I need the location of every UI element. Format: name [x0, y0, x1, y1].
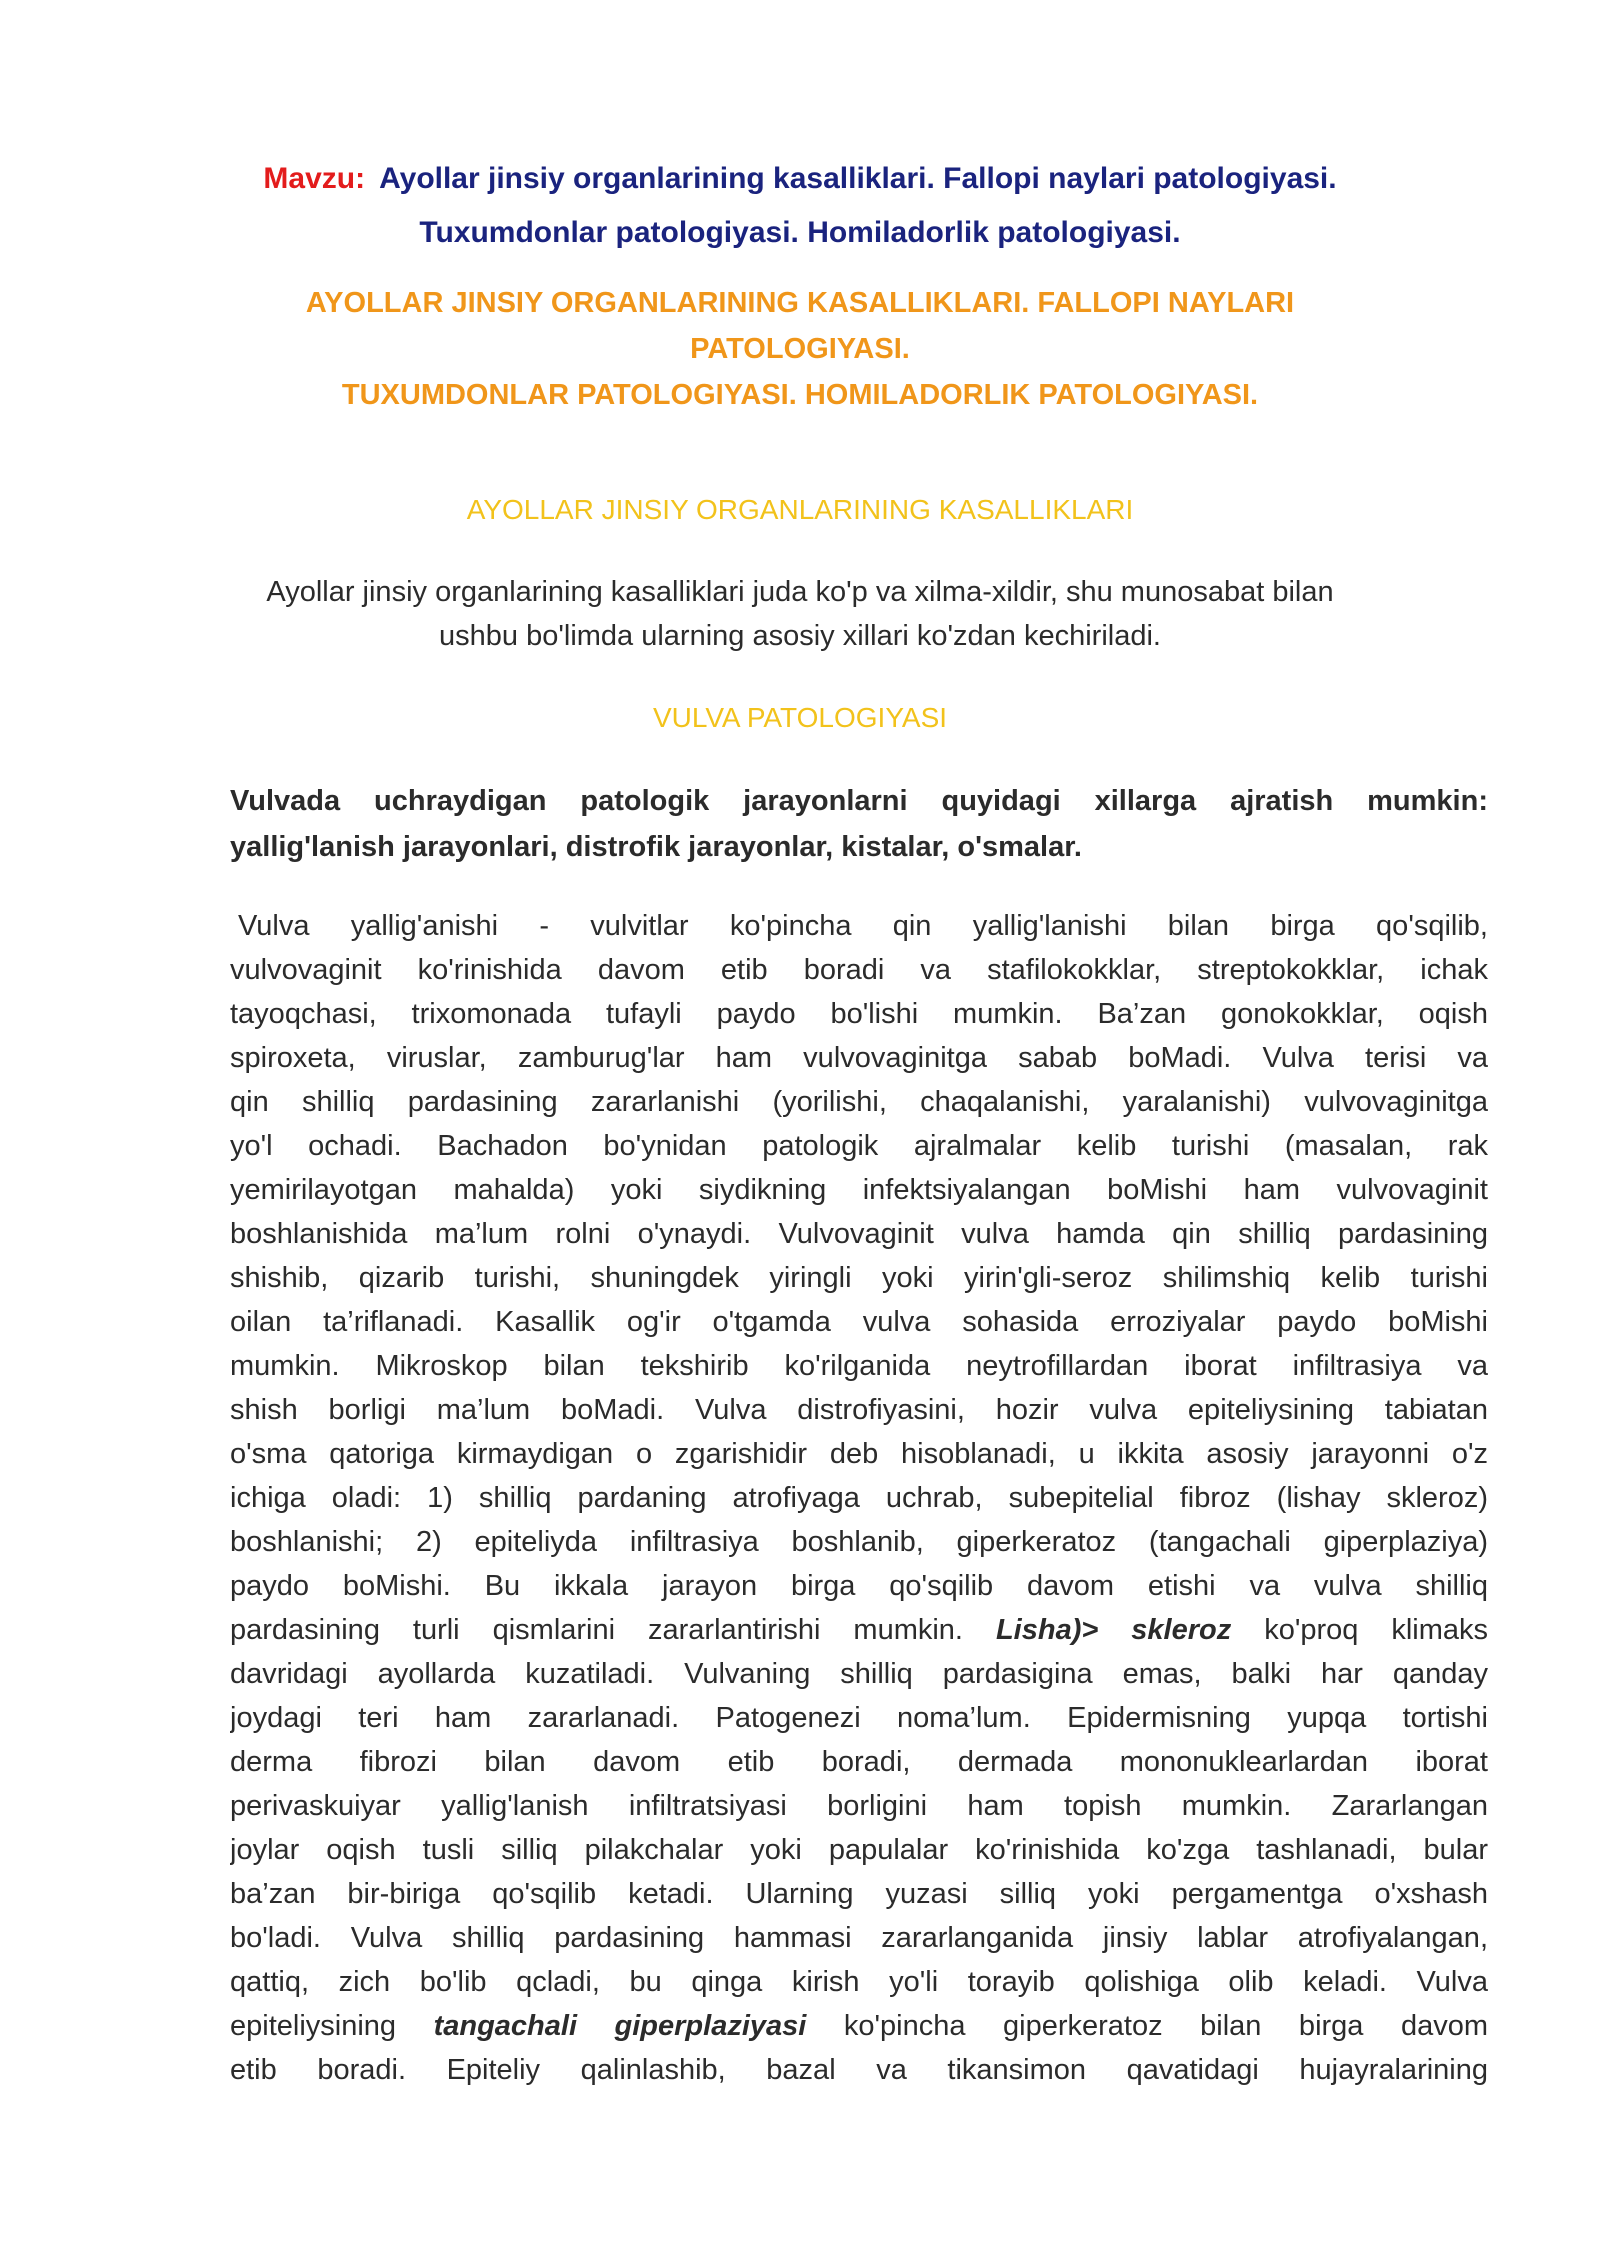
paragraph-line: boshlanishi; 2) epiteliyda infiltrasiya boshlanib, giperkeratoz (tangachali giperplaziya) [230, 1526, 1488, 1558]
paragraph-line: ba’zan bir-biriga qo'sqilib ketadi. Ularning yuzasi silliq yoki pergamentga o'xshash [230, 1878, 1488, 1910]
section-heading-disorders: AYOLLAR JINSIY ORGANLARINING KASALLIKLARI [466, 494, 1134, 525]
document-title-line-1: AYOLLAR JINSIY ORGANLARINING KASALLIKLARI. FALLOPI NAYLARI PATOLOGIYASI. [305, 287, 1295, 365]
paragraph-line [230, 1608, 1488, 1652]
classification-line-1: Vulvada uchraydigan patologik jarayonlarni quyidagi xillarga ajratish mumkin: [230, 785, 1488, 817]
paragraph-line: shish borligi ma’lum boMadi. Vulva distrofiyasini, hozir vulva epiteliysining tabiatan [230, 1394, 1488, 1426]
paragraph-line: boshlanishida ma’lum rolni o'ynaydi. Vulvovaginit vulva hamda qin shilliq pardasining [230, 1218, 1488, 1250]
paragraph-line: paydo boMishi. Bu ikkala jarayon birga qo'sqilib davom etishi va vulva shilliq [230, 1570, 1488, 1602]
paragraph-text: ko'pincha giperkeratoz bilan birga davom [843, 2010, 1488, 2042]
paragraph-text: pardasining turli qismlarini zararlantirishi mumkin. [230, 1614, 963, 1646]
paragraph-text: epiteliysining [230, 2010, 397, 2042]
paragraph-line: mumkin. Mikroskop bilan tekshirib ko'rilganida neytrofillardan iborat infiltrasiya va [230, 1350, 1488, 1382]
vulva-classification-paragraph [230, 778, 1488, 870]
topic-line-1: Ayollar jinsiy organlarining kasalliklari. Fallopi naylari patologiyasi. [379, 162, 1337, 195]
paragraph-line: yemirilayotgan mahalda) yoki siydikning infektsiyalangan boMishi ham vulvovaginit [230, 1174, 1488, 1206]
classification-line-2: yallig'lanish jarayonlari, distrofik jarayonlar, kistalar, o'smalar. [230, 831, 1082, 863]
paragraph-line: spiroxeta, viruslar, zamburug'lar ham vulvovaginitga sabab boMadi. Vulva terisi va [230, 1042, 1488, 1074]
paragraph-line: o'sma qatoriga kirmaydigan o zgarishidir deb hisoblanadi, u ikkita asosiy jarayonni o'z [230, 1438, 1488, 1470]
paragraph-line: bo'ladi. Vulva shilliq pardasining hammasi zararlanganida jinsiy lablar atrofiyalangan, [230, 1922, 1488, 1954]
paragraph-line: vulvovaginit ko'rinishida davom etib boradi va stafilokokklar, streptokokklar, ichak [230, 954, 1488, 986]
section-heading-vulva: VULVA PATOLOGIYASI [652, 702, 948, 733]
topic-heading [230, 152, 1370, 260]
emphasized-term: Lisha)> skleroz [995, 1614, 1232, 1646]
paragraph-line: davridagi ayollarda kuzatiladi. Vulvaning shilliq pardasigina emas, balki har qanday [230, 1658, 1488, 1690]
emphasized-term: tangachali giperplaziyasi [433, 2010, 807, 2042]
paragraph-line [230, 2004, 1488, 2048]
paragraph-line: qattiq, zich bo'lib qcladi, bu qinga kirish yo'li torayib qolishiga olib keladi. Vulva [230, 1966, 1488, 1998]
intro-paragraph [230, 570, 1370, 658]
intro-line-2: ushbu bo'limda ularning asosiy xillari ko'zdan kechiriladi. [439, 620, 1161, 652]
document-title-line-2: TUXUMDONLAR PATOLOGIYASI. HOMILADORLIK PATOLOGIYASI. [341, 379, 1259, 411]
paragraph-line: Vulva yallig'anishi - vulvitlar ko'pincha qin yallig'lanishi bilan birga qo'sqilib, [238, 910, 1488, 942]
topic-label: Mavzu: [263, 162, 366, 195]
intro-line-1: Ayollar jinsiy organlarining kasalliklari juda ko'p va xilma-xildir, shu munosabat bilan [266, 576, 1334, 608]
paragraph-line: perivaskuiyar yallig'lanish infiltratsiyasi borligini ham topish mumkin. Zararlangan [230, 1790, 1488, 1822]
paragraph-line: qin shilliq pardasining zararlanishi (yorilishi, chaqalanishi, yaralanishi) vulvovaginitga [230, 1086, 1488, 1118]
paragraph-line: ichiga oladi: 1) shilliq pardaning atrofiyaga uchrab, subepitelial fibroz (lishay skleroz) [230, 1482, 1488, 1514]
paragraph-line: joydagi teri ham zararlanadi. Patogenezi noma’lum. Epidermisning yupqa tortishi [230, 1702, 1488, 1734]
body-paragraph [230, 904, 1488, 2092]
paragraph-line: shishib, qizarib turishi, shuningdek yiringli yoki yirin'gli-seroz shilimshiq kelib turishi [230, 1262, 1488, 1294]
paragraph-line: derma fibrozi bilan davom etib boradi, dermada mononuklearlardan iborat [230, 1746, 1488, 1778]
topic-line-2: Tuxumdonlar patologiyasi. Homiladorlik patologiyasi. [419, 216, 1181, 249]
paragraph-line: yo'l ochadi. Bachadon bo'ynidan patologik ajralmalar kelib turishi (masalan, rak [230, 1130, 1488, 1162]
paragraph-line: tayoqchasi, trixomonada tufayli paydo bo'lishi mumkin. Ba’zan gonokokklar, oqish [230, 998, 1488, 1030]
paragraph-line: joylar oqish tusli silliq pilakchalar yoki papulalar ko'rinishida ko'zga tashlanadi, bular [230, 1834, 1488, 1866]
paragraph-text: ko'proq klimaks [1264, 1614, 1488, 1646]
document-title [230, 280, 1370, 418]
paragraph-line: oilan ta’riflanadi. Kasallik og'ir o'tgamda vulva sohasida erroziyalar paydo boMishi [230, 1306, 1488, 1338]
paragraph-line: etib boradi. Epiteliy qalinlashib, bazal va tikansimon qavatidagi hujayralarining [230, 2054, 1488, 2086]
